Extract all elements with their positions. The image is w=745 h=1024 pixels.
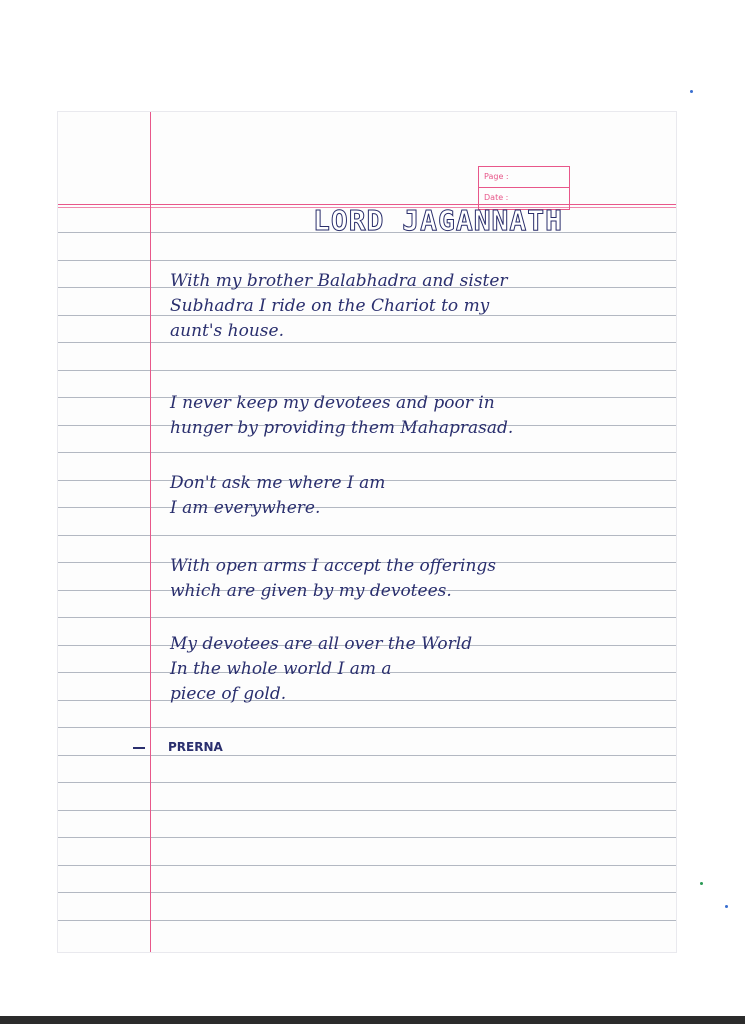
line: which are given by my devotees.: [170, 581, 452, 601]
line: With my brother Balabhadra and sister: [170, 271, 508, 291]
line: Don't ask me where I am: [170, 473, 386, 493]
line: hunger by providing them Mahaprasad.: [170, 418, 514, 438]
line: Subhadra I ride on the Chariot to my: [170, 296, 490, 316]
paragraph-5: [170, 632, 670, 707]
line: I never keep my devotees and poor in: [170, 393, 495, 413]
line: I am everywhere.: [170, 498, 321, 518]
scan-speck: [690, 90, 693, 93]
scan-speck: [725, 905, 728, 908]
paragraph-2: [170, 391, 670, 441]
line: With open arms I accept the offerings: [170, 556, 497, 576]
signature-dash: [133, 747, 145, 749]
line: In the whole world I am a: [170, 659, 392, 679]
paragraph-1: [170, 269, 670, 344]
date-field: Date :: [479, 187, 569, 208]
paragraph-4: [170, 554, 670, 604]
page-title: LORD JAGANNATH: [312, 204, 563, 237]
scan-edge: [0, 1016, 745, 1024]
author-name: PRERNA: [168, 740, 223, 754]
line: My devotees are all over the World: [170, 634, 473, 654]
notebook-page: [58, 112, 676, 952]
line: aunt's house.: [170, 321, 284, 341]
line: piece of gold.: [170, 684, 287, 704]
scan-speck: [700, 882, 703, 885]
paragraph-3: [170, 471, 670, 521]
page-field: Page :: [484, 172, 509, 181]
margin-line: [150, 112, 151, 952]
